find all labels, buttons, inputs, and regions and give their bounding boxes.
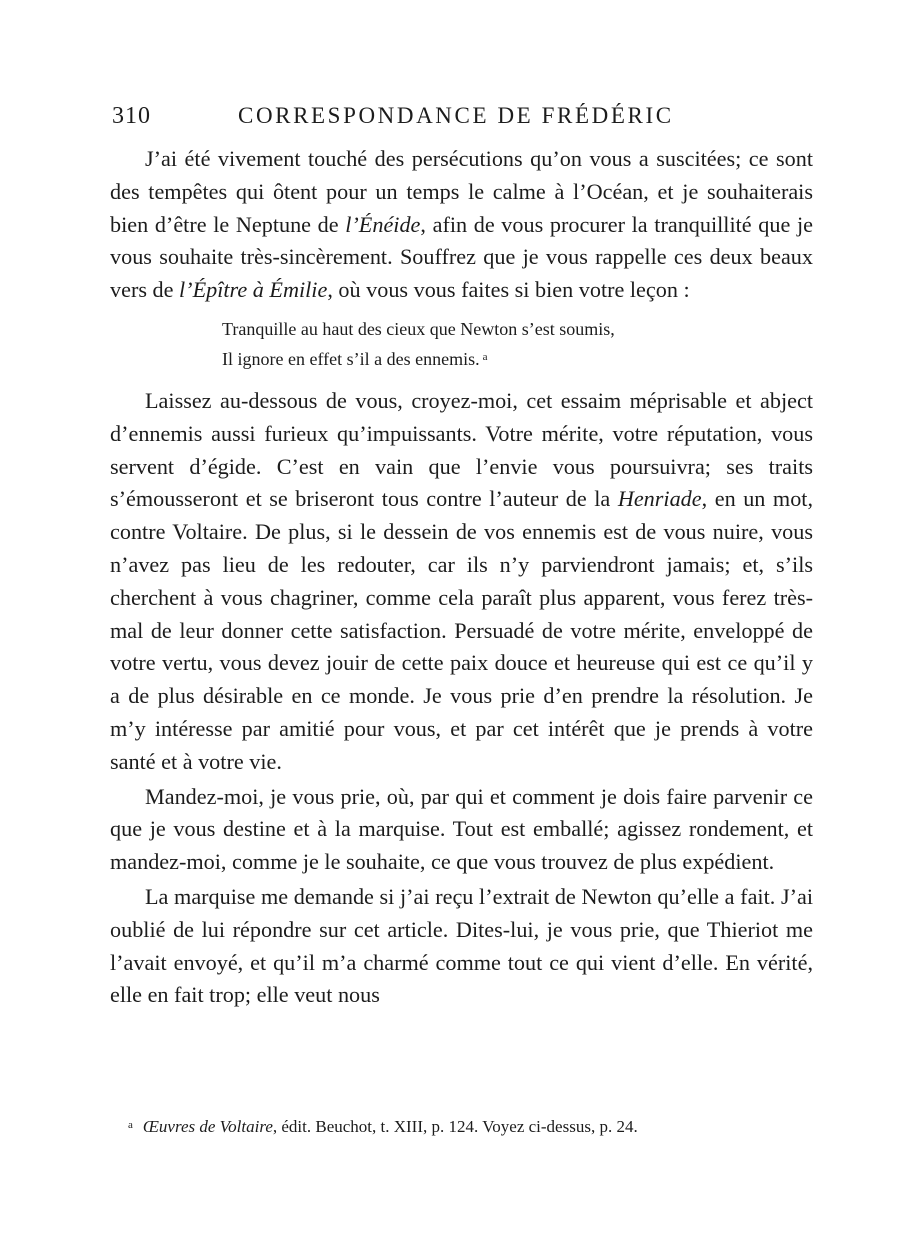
paragraph-3: Mandez-moi, je vous prie, où, par qui et comment je dois faire parvenir ce que je vous destine et à la marquise. Tout est emballé; agissez rondement, et mandez-moi, comme je le souhaite, ce que vous trouvez de plus expédient.	[110, 783, 813, 875]
verse-line-2: Il ignore en effet s’il a des ennemis.	[222, 348, 480, 369]
paragraph-2	[110, 385, 813, 779]
paragraph-2-text-b: , en un mot, contre Voltaire. De plus, si le dessein de vos ennemis est de vous nuire, vous n’avez pas lieu de les redouter, car ils n’y parviendront jamais; et, s’ils cherchent à vous chagriner, comme cela paraît plus apparent, vous ferez très-mal de leur donner cette satisfaction. Persuadé de votre mérite, enveloppé de votre vertu, vous devez jouir de cette paix douce et heureuse qui est ce qu’il y a de plus désirable en ce monde. Je vous prie d’en prendre la résolution. Je m’y intéresse par amitié pour vous, et par cet intérêt que je prends à votre santé et à votre vie.	[110, 486, 813, 774]
title-henriade: Henriade	[617, 486, 702, 512]
paragraph-4: La marquise me demande si j’ai reçu l’extrait de Newton qu’elle a fait. J’ai oublié de lui répondre sur cet article. Dites-lui, je vous prie, que Thieriot me l’avait envoyé, et qu’il m’a charmé comme tout ce qui vient d’elle. En vérité, elle en fait trop; elle veut nous	[110, 883, 813, 1008]
title-eneide: l’Énéide	[345, 211, 421, 237]
footnote-text: , édit. Beuchot, t. XIII, p. 124. Voyez ci-dessus, p. 24.	[272, 1117, 638, 1136]
running-title: CORRESPONDANCE DE FRÉDÉRIC	[238, 103, 674, 128]
letter-body	[110, 143, 813, 1012]
paragraph-2-text-a: Laissez au-dessous de vous, croyez-moi, cet essaim méprisable et abject d’ennemis aussi furieux qu’impuissants. Votre mérite, votre réputation, vous servent d’égide. C’est en vain que l’envie vous poursuivra; ses traits s’émousseront et se briseront tous contre l’auteur de la	[110, 387, 813, 512]
footnote-reference-mark: a	[482, 350, 488, 363]
paragraph-1-text-b: , afin de vous procurer la tranquillité que je vous souhaite très-sincèrement. Souffrez que je vous rappelle ces deux beaux vers de	[110, 211, 813, 303]
running-header	[112, 103, 692, 133]
footnote-title: Œuvres de Voltaire	[142, 1117, 273, 1136]
verse-quotation	[222, 315, 813, 373]
footnote-letter: a	[128, 1119, 133, 1131]
verse-line-1: Tranquille au haut des cieux que Newton s’est soumis,	[222, 318, 615, 339]
footnote	[128, 1113, 808, 1139]
page-number: 310	[112, 103, 151, 129]
verse-line-2-wrap	[222, 343, 813, 373]
title-epitre-a-emilie: l’Épître à Émilie	[179, 277, 328, 303]
paragraph-1-text-a: J’ai été vivement touché des persécutions qu’on vous a suscitées; ce sont des tempêtes qui ôtent pour un temps le calme à l’Océan, et je souhaiterais bien d’être le Neptune de	[110, 146, 813, 237]
paragraph-1	[110, 143, 813, 307]
paragraph-1-text-c: , où vous vous faites si bien votre leçon :	[327, 277, 690, 303]
